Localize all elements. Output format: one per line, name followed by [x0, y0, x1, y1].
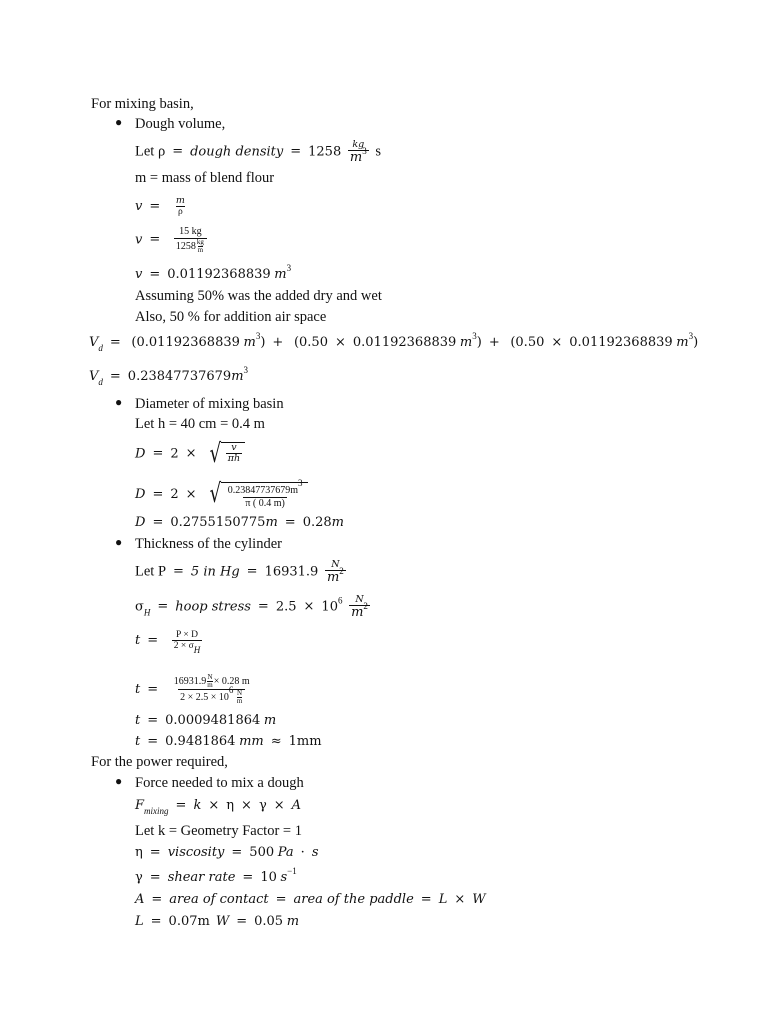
eq-v-formula: v = $\frac{m}{\rho}$ — [135, 195, 185, 217]
eq-t-result-mm: t = 0.9481864 mm ≈ 1mm — [135, 734, 322, 749]
mass-definition: m = mass of blend flour — [135, 170, 275, 186]
eq-d-substitution: D = 2 × √ $\frac{0.23847737679m^3}{\pi ( 0.4 m)}$ — [135, 479, 308, 510]
bullet-thickness: Thickness of the cylinder — [135, 536, 282, 552]
geometry-factor: Let k = Geometry Factor = 1 — [135, 823, 302, 839]
bullet-icon: ● — [115, 115, 123, 129]
eq-t-substitution: t = 16931.9 $\frac{N}{m}$ × 0.28 m $2 \times 2.5 \times 10^6$ $\frac{N}{m}$ — [135, 673, 250, 706]
eq-area: A = area of contact = area of the paddle = L × W — [135, 892, 486, 907]
eq-dimensions: L = 0.07m W = 0.05 m — [135, 914, 300, 929]
eq-viscosity: η = viscosity = 500 Pa · s — [135, 845, 319, 860]
eq-rho: Let ρ = dough density = 1258 $\frac{kg}{m^3}$ s — [135, 139, 381, 165]
bullet-diameter: Diameter of mixing basin — [135, 396, 284, 412]
height-definition: Let h = 40 cm = 0.4 m — [135, 416, 265, 432]
assumption-air-space: Also, 50 % for addition air space — [135, 309, 327, 325]
eq-v-result: v = 0.01192368839 $m^3$ — [135, 263, 292, 282]
power-heading: For the power required, — [91, 754, 228, 770]
eq-shear-rate: γ = shear rate = 10 $s^{-1}$ — [135, 866, 297, 885]
bullet-icon: ● — [115, 774, 123, 788]
eq-v-substitution: v = 15 kg 1258 $\frac{kg}{m}$ — [135, 226, 210, 254]
eq-t-result-m: t = 0.0009481864 m — [135, 713, 277, 728]
eq-pressure: Let P = 5 in Hg = 16931.9 $\frac{N}{m^2}$ — [135, 559, 344, 585]
eq-d-result: D = 0.2755150775m = 0.28m — [135, 515, 344, 530]
mixing-heading: For mixing basin, — [91, 96, 194, 112]
bullet-dough-volume: Dough volume, — [135, 116, 226, 132]
assumption-dry-wet: Assuming 50% was the added dry and wet — [135, 288, 382, 304]
bullet-icon: ● — [115, 395, 123, 409]
eq-d-formula: D = 2 × √ $\frac{v}{\pi h}$ — [135, 439, 245, 469]
eq-force: $F_{mixing} = k \times \eta \times \gamma \times A$ — [135, 798, 302, 816]
eq-hoop-stress: $\sigma_H$ = hoop stress = $2.5 \times 10^6$ $\frac{N}{m^2}$ — [135, 594, 368, 620]
eq-vd-sum: $V_d = (0.01192368839$ $m^3) + (0.50 \times 0.01192368839$ $m^3) + (0.50 \times 0.01192368839$ $m^3$) — [89, 331, 699, 353]
bullet-icon: ● — [115, 535, 123, 549]
eq-vd-result: $V_d = 0.23847737679m^3$ — [89, 365, 249, 387]
bullet-force: Force needed to mix a dough — [135, 775, 304, 791]
eq-t-formula: t = $\frac{P \times D}{2 \times \sigma_H}$ — [135, 630, 201, 655]
